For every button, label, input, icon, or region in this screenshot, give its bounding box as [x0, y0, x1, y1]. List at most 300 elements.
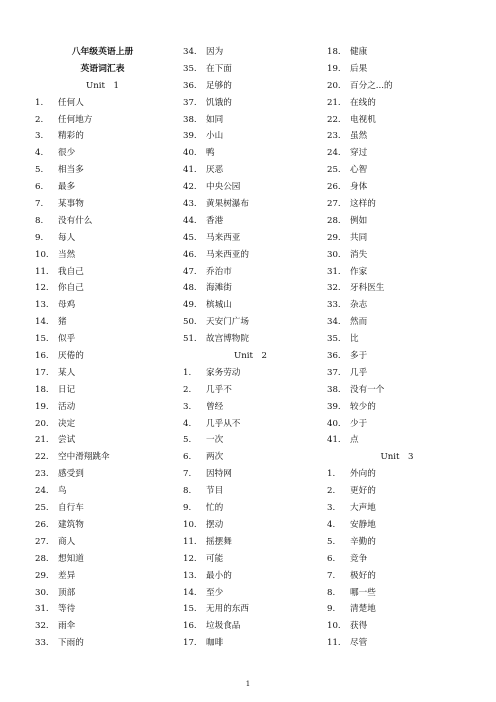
vocab-number: 7.: [327, 570, 336, 581]
vocab-item: [327, 112, 467, 129]
vocab-number: 16.: [183, 621, 197, 632]
vocab-number: 40.: [327, 418, 341, 429]
vocab-number: 11.: [327, 638, 341, 649]
vocab-item: [327, 432, 467, 449]
vocab-word: 极好的: [350, 570, 376, 581]
vocab-number: 29.: [327, 232, 341, 243]
vocab-item: [327, 500, 467, 517]
vocab-item: [35, 618, 175, 635]
vocab-number: 11.: [183, 536, 197, 547]
vocab-word: 母鸡: [58, 300, 76, 311]
vocab-item: [35, 314, 175, 331]
vocab-word: 多于: [350, 351, 368, 362]
vocab-word: 牙科医生: [350, 283, 385, 294]
document-subtitle: 英语词汇表: [80, 63, 125, 74]
vocab-word: 共同: [350, 232, 368, 243]
vocab-number: 41.: [327, 435, 341, 446]
vocab-word: 无用的东西: [206, 604, 249, 615]
vocab-item: [35, 196, 175, 213]
vocab-item: [327, 196, 467, 213]
vocab-word: 故宫博物院: [206, 334, 249, 345]
vocab-word: 决定: [58, 418, 76, 429]
vocab-word: 小山: [206, 131, 224, 142]
vocab-item: [35, 551, 175, 568]
vocab-number: 46.: [183, 249, 197, 260]
vocab-number: 30.: [327, 249, 341, 260]
vocab-item: [183, 162, 318, 179]
vocab-word: 马来西亚: [206, 232, 241, 243]
vocab-word: 然而: [350, 317, 368, 328]
vocab-word: 似乎: [58, 334, 76, 345]
vocab-word: 后果: [350, 63, 368, 74]
vocab-word: 饥饿的: [206, 97, 232, 108]
vocab-item: [35, 95, 175, 112]
vocab-item: [35, 416, 175, 433]
vocab-column-2: [183, 44, 318, 652]
vocab-item: [35, 162, 175, 179]
vocab-word: 建筑物: [58, 519, 84, 530]
vocab-item: [327, 551, 467, 568]
vocab-number: 42.: [183, 182, 197, 193]
vocab-number: 13.: [35, 300, 49, 311]
vocab-word: 相当多: [58, 165, 84, 176]
vocab-number: 20.: [35, 418, 49, 429]
vocab-item: [35, 517, 175, 534]
vocab-number: 11.: [35, 266, 49, 277]
vocab-item: [327, 601, 467, 618]
vocab-item: [327, 314, 467, 331]
vocab-number: 2.: [327, 486, 336, 497]
vocab-item: [327, 247, 467, 264]
vocab-number: 36.: [183, 80, 197, 91]
vocab-number: 5.: [35, 165, 44, 176]
vocab-number: 19.: [327, 63, 341, 74]
vocab-item: [35, 348, 175, 365]
vocab-word: 比: [350, 334, 359, 345]
vocab-number: 14.: [35, 317, 49, 328]
vocab-word: 香港: [206, 215, 224, 226]
vocab-word: 这样的: [350, 199, 376, 210]
unit-heading: Unit 2: [233, 351, 268, 362]
vocab-number: 38.: [183, 114, 197, 125]
vocab-item: [327, 416, 467, 433]
vocab-word: 几乎: [350, 367, 368, 378]
vocab-item: [327, 78, 467, 95]
vocab-item: [327, 585, 467, 602]
vocab-item: [183, 179, 318, 196]
vocab-number: 39.: [183, 131, 197, 142]
vocab-number: 2.: [35, 114, 44, 125]
vocab-word: 更好的: [350, 486, 376, 497]
vocab-number: 17.: [35, 367, 49, 378]
vocab-word: 作家: [350, 266, 368, 277]
vocab-item: [327, 213, 467, 230]
vocab-word: 电视机: [350, 114, 376, 125]
vocab-number: 31.: [327, 266, 341, 277]
vocab-item: [35, 331, 175, 348]
vocab-item: [183, 145, 318, 162]
vocab-number: 31.: [35, 604, 49, 615]
vocab-number: 3.: [183, 401, 192, 412]
vocab-word: 安静地: [350, 519, 376, 530]
vocab-item: [35, 145, 175, 162]
vocab-item: [327, 399, 467, 416]
vocab-number: 9.: [35, 232, 44, 243]
vocab-number: 21.: [327, 97, 341, 108]
vocab-word: 商人: [58, 536, 76, 547]
vocab-number: 32.: [327, 283, 341, 294]
vocab-number: 13.: [183, 570, 197, 581]
vocab-item: [183, 61, 318, 78]
vocab-word: 尝试: [58, 435, 76, 446]
vocab-item: [327, 534, 467, 551]
vocab-word: 虽然: [350, 131, 368, 142]
vocab-item: [183, 585, 318, 602]
vocab-word: 例如: [350, 215, 368, 226]
vocab-word: 天安门广场: [206, 317, 249, 328]
vocab-item: [35, 179, 175, 196]
vocab-number: 48.: [183, 283, 197, 294]
unit-heading: Unit 3: [380, 452, 414, 463]
vocab-item: [183, 297, 318, 314]
vocab-item: [35, 483, 175, 500]
vocab-word: 活动: [58, 401, 76, 412]
vocab-word: 哪一些: [350, 587, 376, 598]
vocab-item: [183, 618, 318, 635]
vocab-number: 5.: [183, 435, 192, 446]
vocab-item: [35, 635, 175, 652]
vocab-number: 40.: [183, 148, 197, 159]
vocab-number: 22.: [35, 452, 49, 463]
vocab-number: 25.: [35, 503, 49, 514]
vocab-item: [327, 128, 467, 145]
vocab-word: 获得: [350, 621, 368, 632]
vocab-number: 10.: [35, 249, 49, 260]
vocab-item: [35, 247, 175, 264]
vocab-number: 27.: [35, 536, 49, 547]
vocab-number: 12.: [35, 283, 49, 294]
vocab-number: 8.: [183, 486, 192, 497]
vocab-word: 很少: [58, 148, 76, 159]
vocab-number: 17.: [183, 638, 197, 649]
vocab-item: [183, 432, 318, 449]
vocab-number: 43.: [183, 199, 197, 210]
vocab-word: 乔治市: [206, 266, 232, 277]
vocab-item: [327, 365, 467, 382]
vocab-item: [327, 568, 467, 585]
vocab-number: 16.: [35, 351, 49, 362]
vocab-item: [327, 162, 467, 179]
vocab-item: [183, 534, 318, 551]
vocab-item: [183, 466, 318, 483]
vocab-item: [35, 601, 175, 618]
vocab-item: [183, 449, 318, 466]
vocab-item: [183, 382, 318, 399]
vocab-word: 摇摆舞: [206, 536, 232, 547]
vocab-number: 28.: [35, 553, 49, 564]
vocab-number: 19.: [35, 401, 49, 412]
vocab-item: [327, 382, 467, 399]
vocab-word: 差异: [58, 570, 76, 581]
vocab-item: [183, 280, 318, 297]
vocab-item: [35, 399, 175, 416]
vocab-number: 34.: [327, 317, 341, 328]
vocab-word: 猪: [58, 317, 67, 328]
vocab-number: 24.: [35, 486, 49, 497]
vocab-number: 18.: [35, 384, 49, 395]
vocab-item: [35, 382, 175, 399]
vocab-item: [327, 264, 467, 281]
vocab-number: 38.: [327, 384, 341, 395]
vocab-word: 因为: [206, 47, 224, 57]
vocab-number: 1.: [183, 367, 192, 378]
vocab-item: [327, 297, 467, 314]
vocab-word: 大声地: [350, 503, 376, 514]
vocab-word: 点: [350, 435, 359, 446]
vocab-item: [327, 618, 467, 635]
vocab-item: [35, 466, 175, 483]
vocab-word: 没有一个: [350, 384, 385, 395]
vocab-number: 14.: [183, 587, 197, 598]
document-title: 八年级英语上册: [71, 47, 134, 57]
vocab-item: [35, 534, 175, 551]
vocab-number: 6.: [35, 182, 44, 193]
vocab-item: [35, 280, 175, 297]
vocab-word: 因特网: [206, 469, 232, 480]
vocab-word: 感受到: [58, 469, 84, 480]
vocab-item: [183, 213, 318, 230]
vocab-item: [327, 517, 467, 534]
vocab-column-3: [327, 44, 467, 652]
vocab-number: 36.: [327, 351, 341, 362]
vocab-number: 49.: [183, 300, 197, 311]
vocab-number: 33.: [327, 300, 341, 311]
vocab-item: [183, 399, 318, 416]
vocab-item: [327, 95, 467, 112]
vocab-item: [327, 348, 467, 365]
vocab-number: 21.: [35, 435, 49, 446]
vocab-item: [183, 230, 318, 247]
vocab-number: 35.: [327, 334, 341, 345]
vocab-word: 几乎不: [206, 384, 232, 395]
vocab-word: 自行车: [58, 503, 84, 514]
vocab-item: [35, 230, 175, 247]
vocab-word: 最多: [58, 182, 76, 193]
vocab-number: 8.: [35, 215, 44, 226]
vocab-item: [183, 331, 318, 348]
vocab-item: [327, 230, 467, 247]
vocab-word: 几乎从不: [206, 418, 241, 429]
vocab-number: 4.: [327, 519, 336, 530]
vocab-number: 23.: [35, 469, 49, 480]
vocab-item: [327, 61, 467, 78]
vocab-number: 7.: [35, 199, 44, 210]
vocab-number: 6.: [327, 553, 336, 564]
vocab-word: 日记: [58, 384, 76, 395]
vocab-number: 15.: [35, 334, 49, 345]
vocab-word: 辛勤的: [350, 536, 376, 547]
vocab-word: 健康: [350, 47, 368, 57]
vocab-number: 25.: [327, 165, 341, 176]
vocab-number: 26.: [35, 519, 49, 530]
vocab-item: [327, 466, 467, 483]
vocab-word: 一次: [206, 435, 224, 446]
vocab-word: 黄果树瀑布: [206, 199, 249, 210]
vocab-item: [327, 44, 467, 61]
vocab-number: 29.: [35, 570, 49, 581]
vocab-item: [183, 365, 318, 382]
vocab-number: 4.: [183, 418, 192, 429]
vocab-item: [35, 128, 175, 145]
vocab-word: 厌倦的: [58, 351, 84, 362]
vocab-number: 23.: [327, 131, 341, 142]
vocab-number: 51.: [183, 334, 197, 345]
vocab-item: [327, 635, 467, 652]
vocab-number: 47.: [183, 266, 197, 277]
vocab-number: 30.: [35, 587, 49, 598]
vocab-item: [183, 568, 318, 585]
vocab-word: 我自己: [58, 266, 84, 277]
vocab-word: 摆动: [206, 519, 224, 530]
vocab-word: 家务劳动: [206, 367, 241, 378]
vocab-word: 外向的: [350, 469, 376, 480]
vocab-word: 马来西亚的: [206, 249, 249, 260]
vocab-word: 竞争: [350, 553, 368, 564]
vocab-item: [183, 635, 318, 652]
vocab-word: 咖啡: [206, 638, 224, 649]
vocab-word: 某人: [58, 367, 76, 378]
vocab-number: 10.: [183, 519, 197, 530]
vocab-number: 2.: [183, 384, 192, 395]
vocab-word: 垃圾食品: [206, 621, 241, 632]
vocab-item: [183, 196, 318, 213]
vocab-number: 24.: [327, 148, 341, 159]
vocab-item: [35, 297, 175, 314]
vocab-item: [327, 331, 467, 348]
unit-heading: Unit 1: [85, 80, 120, 91]
vocab-word: 身体: [350, 182, 368, 193]
vocab-word: 足够的: [206, 80, 232, 91]
vocab-number: 34.: [183, 47, 197, 57]
vocab-number: 4.: [35, 148, 44, 159]
vocab-item: [183, 95, 318, 112]
vocab-word: 等待: [58, 604, 76, 615]
vocab-word: 你自己: [58, 283, 84, 294]
vocab-number: 37.: [183, 97, 197, 108]
vocab-item: [35, 264, 175, 281]
vocab-word: 想知道: [58, 553, 84, 564]
vocab-word: 清楚地: [350, 604, 376, 615]
vocab-word: 某事物: [58, 199, 84, 210]
vocab-number: 10.: [327, 621, 341, 632]
vocab-item: [35, 213, 175, 230]
vocab-item: [327, 145, 467, 162]
vocab-word: 节目: [206, 486, 224, 497]
vocab-number: 32.: [35, 621, 49, 632]
vocab-word: 任何人: [58, 97, 84, 108]
vocab-word: 槟城山: [206, 300, 232, 311]
vocab-item: [183, 128, 318, 145]
vocab-number: 7.: [183, 469, 192, 480]
vocab-item: [35, 568, 175, 585]
vocab-item: [35, 432, 175, 449]
vocab-number: 1.: [35, 97, 44, 108]
vocab-word: 顶部: [58, 587, 76, 598]
vocab-word: 较少的: [350, 401, 376, 412]
vocab-word: 如同: [206, 114, 224, 125]
vocab-word: 鸭: [206, 148, 215, 159]
vocab-number: 28.: [327, 215, 341, 226]
vocab-number: 33.: [35, 638, 49, 649]
vocab-item: [327, 280, 467, 297]
vocab-item: [183, 44, 318, 61]
vocab-number: 27.: [327, 199, 341, 210]
vocab-word: 中央公园: [206, 182, 241, 193]
vocab-number: 44.: [183, 215, 197, 226]
vocab-number: 8.: [327, 587, 336, 598]
vocab-number: 15.: [183, 604, 197, 615]
vocab-number: 50.: [183, 317, 197, 328]
vocab-item: [183, 78, 318, 95]
vocab-item: [35, 500, 175, 517]
vocab-number: 20.: [327, 80, 341, 91]
vocab-item: [327, 483, 467, 500]
vocab-word: 穿过: [350, 148, 368, 159]
vocab-item: [183, 264, 318, 281]
vocab-number: 37.: [327, 367, 341, 378]
vocab-number: 18.: [327, 47, 341, 57]
vocab-word: 杂志: [350, 300, 368, 311]
vocab-word: 下雨的: [58, 638, 84, 649]
vocab-word: 在下面: [206, 63, 232, 74]
vocab-number: 39.: [327, 401, 341, 412]
vocab-item: [183, 601, 318, 618]
vocab-word: 任何地方: [58, 114, 93, 125]
vocab-column-1: [35, 44, 175, 652]
vocab-word: 海滩街: [206, 283, 232, 294]
vocab-number: 9.: [327, 604, 336, 615]
vocab-item: [183, 416, 318, 433]
vocab-word: 鸟: [58, 486, 67, 497]
vocab-word: 空中滑翔跳伞: [58, 452, 110, 463]
vocab-number: 41.: [183, 165, 197, 176]
vocab-item: [183, 483, 318, 500]
vocab-word: 厌恶: [206, 165, 224, 176]
vocab-number: 35.: [183, 63, 197, 74]
vocab-number: 3.: [327, 503, 336, 514]
vocab-item: [183, 247, 318, 264]
vocab-word: 每人: [58, 232, 76, 243]
vocab-word: 最小的: [206, 570, 232, 581]
page-number: 1: [245, 680, 251, 688]
vocab-item: [35, 585, 175, 602]
vocab-word: 尽管: [350, 638, 368, 649]
vocab-number: 5.: [327, 536, 336, 547]
vocab-number: 12.: [183, 553, 197, 564]
vocab-item: [35, 449, 175, 466]
vocab-item: [327, 179, 467, 196]
vocab-item: [183, 517, 318, 534]
vocab-word: 在线的: [350, 97, 376, 108]
vocab-word: 雨伞: [58, 621, 76, 632]
vocab-item: [183, 112, 318, 129]
vocab-word: 可能: [206, 553, 224, 564]
vocab-number: 1.: [327, 469, 336, 480]
vocab-word: 没有什么: [58, 215, 93, 226]
vocab-word: 曾经: [206, 401, 224, 412]
vocab-item: [183, 500, 318, 517]
vocab-word: 精彩的: [58, 131, 84, 142]
